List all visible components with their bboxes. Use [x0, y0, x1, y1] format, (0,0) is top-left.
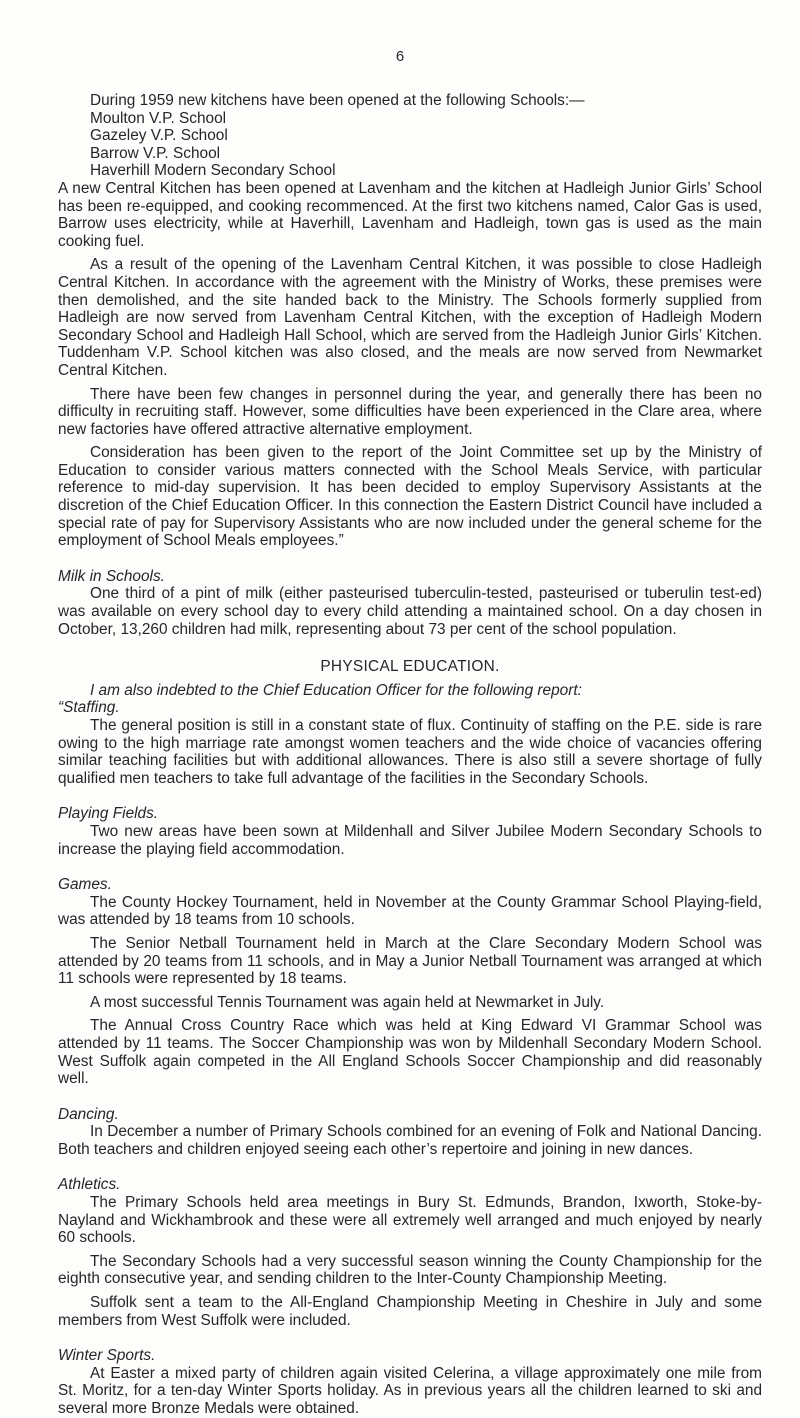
paragraph: Consideration has been given to the report of the Joint Committee set up by the Ministry of Education to consider various matters connected with the School Meals Service, with particular reference to mid-day supervision. It has been decided to employ Supervisory Assistants at the discretion of the Chief Education Officer. In this connection the Eastern District Council have included a special rate of pay for Supervisory Assistants who are now included under the general scheme for the employment of School Meals employees.”: [58, 444, 762, 550]
list-item: Moulton V.P. School: [90, 109, 227, 127]
paragraph: The Secondary Schools had a very successful season winning the County Championship for the eighth consecutive year, and sending children to the Inter-County Championship Meeting.: [58, 1252, 762, 1288]
paragraph: A new Central Kitchen has been opened at Lavenham and the kitchen at Hadleigh Junior Girls’ School has been re-equipped, and cooking recommenced. At the first two kitchens named, Calor Gas is used, Barrow uses electricity, while at Haverhill, Lavenham and Hadleigh, town gas is used as the main cooking fuel.: [58, 179, 762, 250]
section-heading-winter-sports: Winter Sports.: [58, 1347, 156, 1365]
new-kitchens-list: [58, 110, 762, 180]
paragraph: As a result of the opening of the Lavenham Central Kitchen, it was possible to close Hadleigh Central Kitchen. In accordance with the agreement with the Ministry of Works, these premises were then demolished, and the site handed back to the Ministry. The Schools formerly supplied from Hadleigh are now served from Lavenham Central Kitchen, with the exception of Hadleigh Modern Secondary School and Hadleigh Hall School, which are served from the Hadleigh Junior Girls’ Kitchen. Tuddenham V.P. School kitchen was also closed, and the meals are now served from Newmarket Central Kitchen.: [58, 256, 762, 379]
paragraph: The Primary Schools held area meetings in Bury St. Edmunds, Brandon, Ixworth, Stoke-by-Nayland and Wickhambrook and these were all extremely well arranged and much enjoyed by nearly 60 schools.: [58, 1194, 762, 1247]
list-item: Barrow V.P. School: [90, 144, 221, 162]
paragraph: One third of a pint of milk (either pasteurised tuberculin-tested, pasteurised or tuberulin test-ed) was available on every school day to every child attending a maintained school. On a day chosen in October, 13,260 children had milk, representing about 73 per cent of the school population.: [58, 585, 762, 638]
page-body: [58, 92, 762, 1418]
section-heading-milk: Milk in Schools.: [58, 567, 165, 585]
section-heading-playing-fields: Playing Fields.: [58, 805, 159, 823]
section-title-physical-education: PHYSICAL EDUCATION.: [320, 658, 500, 676]
paragraph: The general position is still in a constant state of flux. Continuity of staffing on the P.E. side is rare owing to the high marriage rate amongst women teachers and the wide choice of vacancies offering similar teaching facilities but with additional allowances. There is also still a severe shortage of fully qualified men teachers to take full advantage of the facilities in the Secondary Schools.: [58, 717, 762, 787]
list-item: Haverhill Modern Secondary School: [90, 162, 336, 180]
paragraph: The Senior Netball Tournament held in March at the Clare Secondary Modern School was attended by 20 teams from 11 schools, and in May a Junior Netball Tournament was arranged at which 11 schools were represented by 18 teams.: [58, 934, 762, 988]
paragraph: The Annual Cross Country Race which was held at King Edward VI Grammar School was attended by 11 teams. The Soccer Championship was won by Mildenhall Secondary Modern School. West Suffolk again competed in the All England Schools Soccer Championship and did reasonably well.: [58, 1017, 762, 1088]
section-heading-athletics: Athletics.: [58, 1176, 121, 1194]
paragraph: At Easter a mixed party of children again visited Celerina, a village approximately one mile from St. Moritz, for a ten-day Winter Sports holiday. As in previous years all the children learned to ski and several more Bronze Medals were obtained.: [58, 1364, 762, 1417]
paragraph: The County Hockey Tournament, held in November at the County Grammar School Playing-field, was attended by 18 teams from 10 schools.: [58, 893, 762, 929]
paragraph: There have been few changes in personnel during the year, and generally there has been no difficulty in recruiting staff. However, some difficulties have been experienced in the Clare area, where new factories have offered attractive alternative employment.: [58, 385, 762, 438]
paragraph: Suffolk sent a team to the All-England Championship Meeting in Cheshire in July and some members from West Suffolk were included.: [58, 1294, 762, 1329]
section-heading-staffing: “Staffing.: [58, 699, 120, 717]
report-intro: I am also indebted to the Chief Education Officer for the following report:: [90, 681, 582, 699]
page-number: 6: [395, 48, 405, 65]
section-heading-games: Games.: [58, 876, 112, 894]
section-heading-dancing: Dancing.: [58, 1105, 119, 1123]
paragraph: Two new areas have been sown at Mildenhall and Silver Jubilee Modern Secondary Schools to increase the playing field accommodation.: [58, 822, 762, 858]
list-item: Gazeley V.P. School: [90, 127, 228, 145]
paragraph: A most successful Tennis Tournament was again held at Newmarket in July.: [90, 993, 605, 1011]
paragraph: In December a number of Primary Schools combined for an evening of Folk and National Dancing. Both teachers and children enjoyed seeing each other’s repertoire and joining in new dances.: [58, 1123, 762, 1158]
kitchens-intro: During 1959 new kitchens have been opened at the following Schools:—: [90, 92, 585, 109]
